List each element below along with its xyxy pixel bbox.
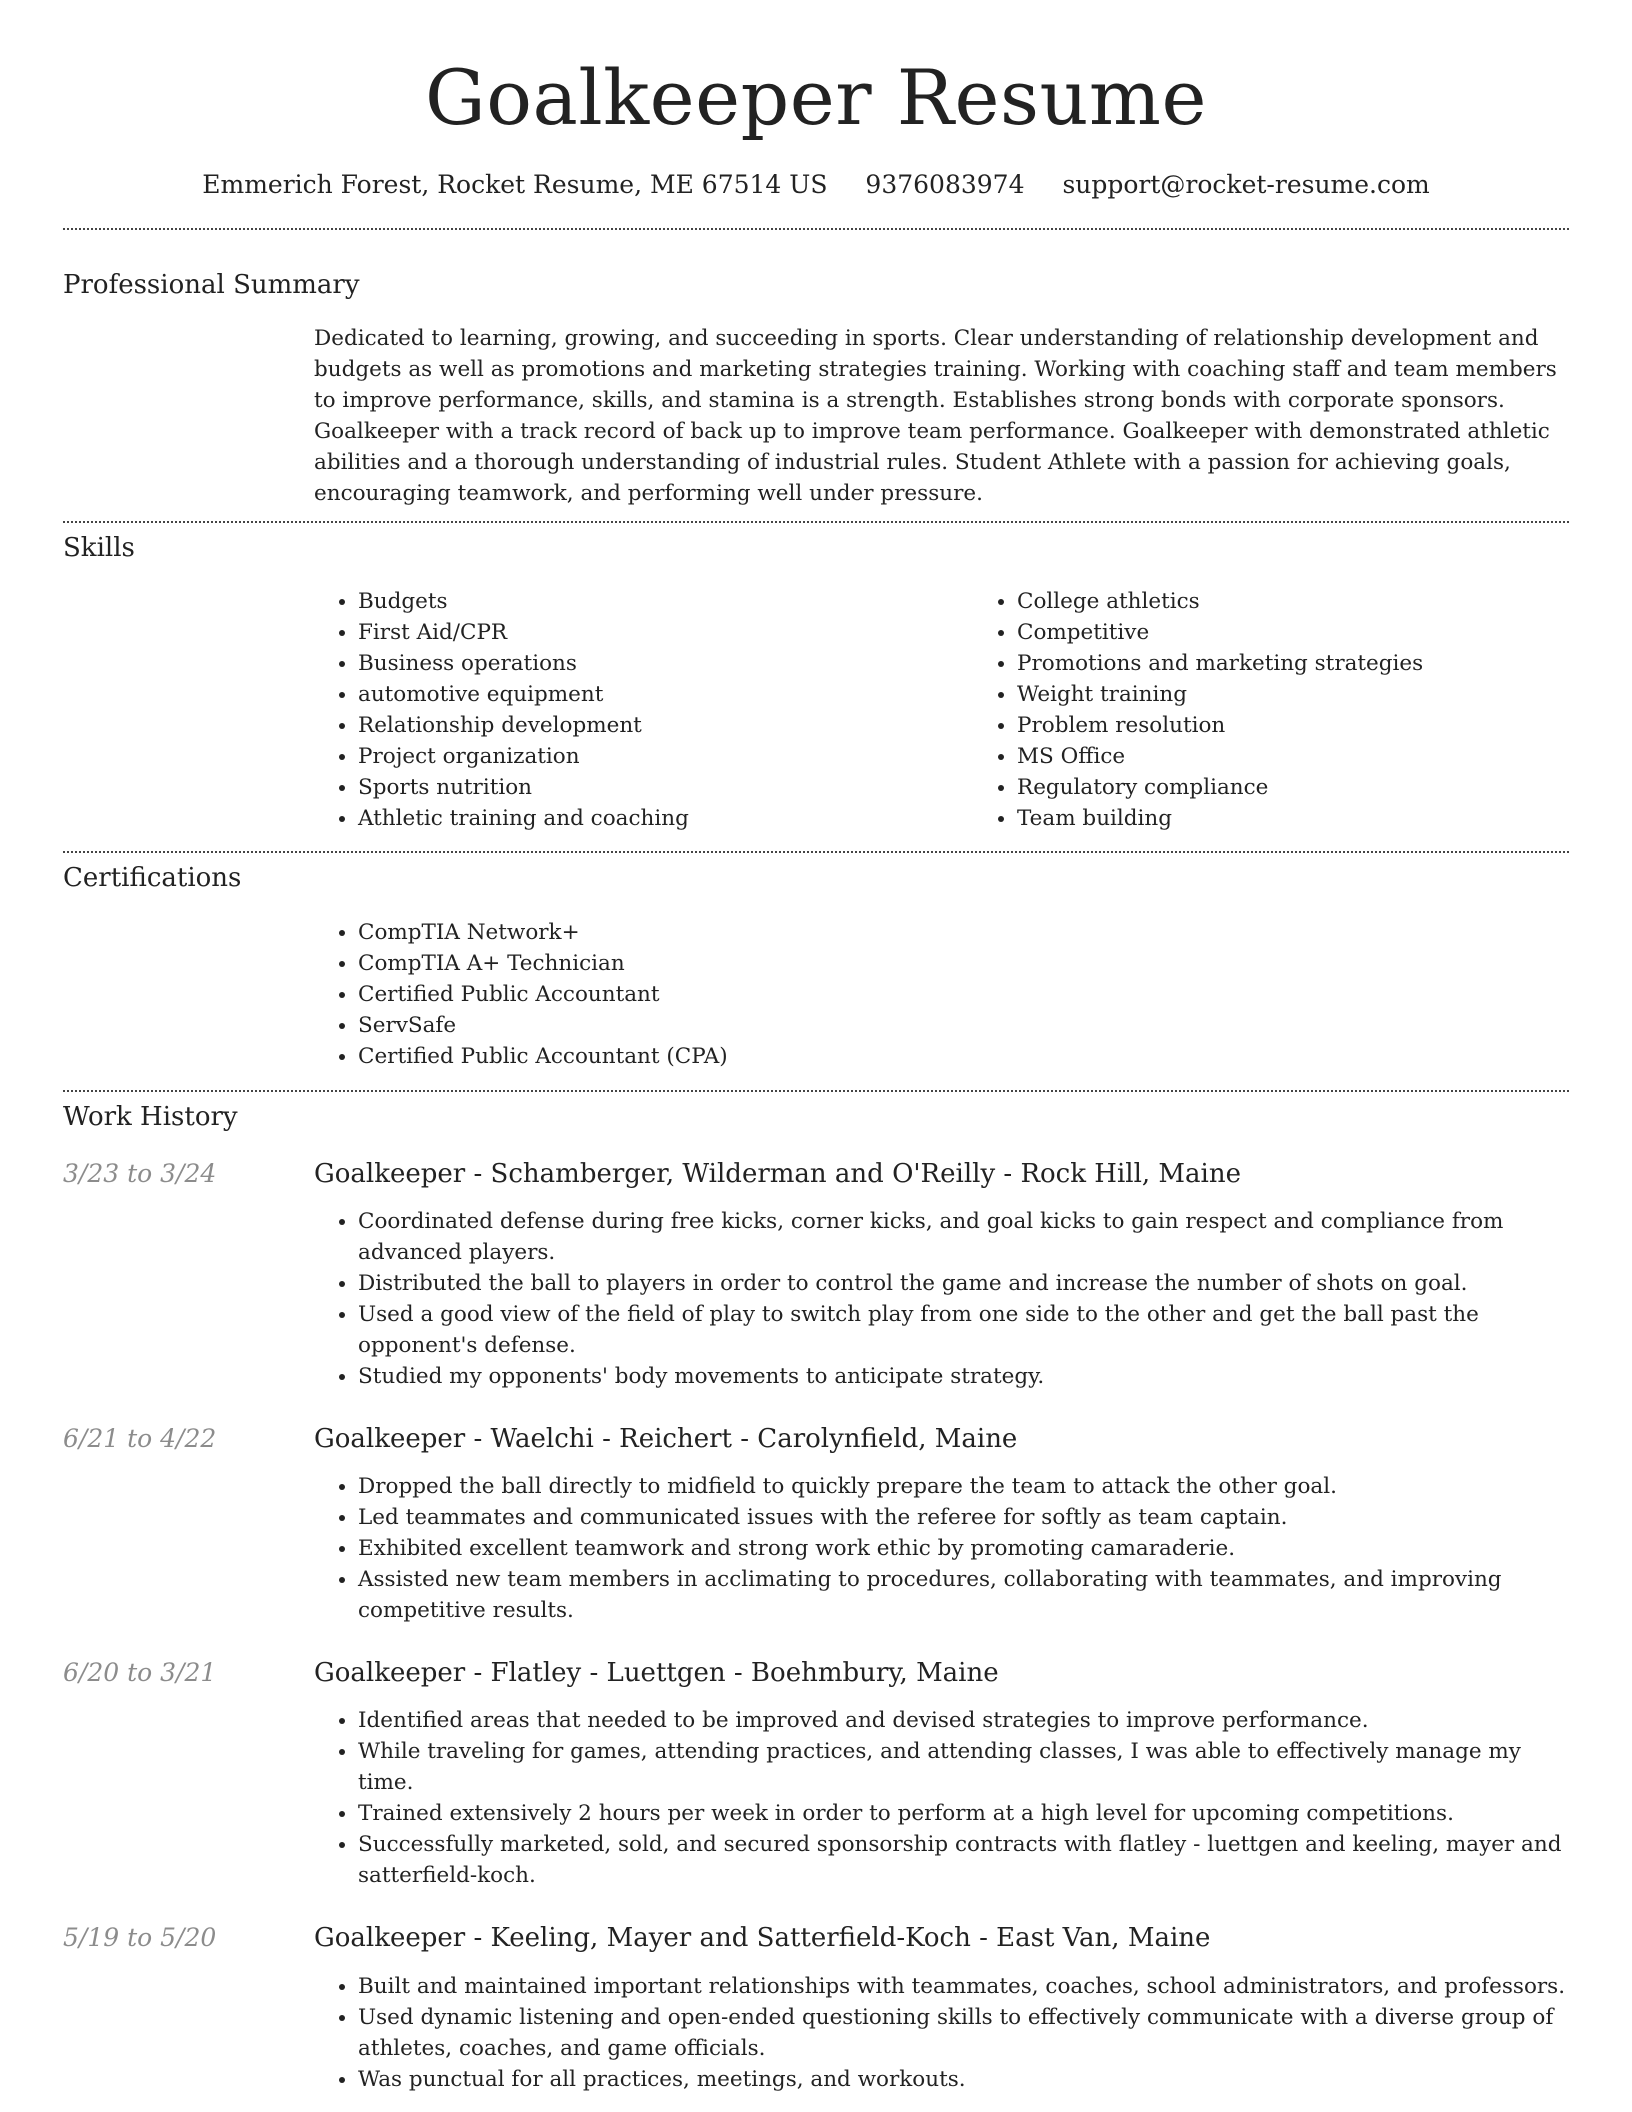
job-bullet: • Identified areas that needed to be improved and devised strategies to improve performance.: [358, 1705, 1569, 1736]
job-dates: 3/23 to 3/24: [63, 1158, 217, 1188]
contact-email[interactable]: support@rocket-resume.com: [1062, 170, 1430, 199]
contact-address: Emmerich Forest, Rocket Resume, ME 67514 US: [202, 170, 828, 199]
job-bullets: [314, 1206, 1569, 1392]
summary-text: Dedicated to learning, growing, and succeeding in sports. Clear understanding of relationship development and budgets as well as promotions and marketing strategies training. Working with coaching staff and team members to improve performance, skills, and stamina is a strength. Establishes strong bonds with corporate sponsors. Goalkeeper with a track record of back up to improve team performance. Goalkeeper with demonstrated athletic abilities and a thorough understanding of industrial rules. Student Athlete with a passion for achieving goals, encouraging teamwork, and performing well under pressure.: [314, 326, 1557, 507]
job-bullet: • Led teammates and communicated issues with the referee for softly as team captain.: [358, 1502, 1569, 1533]
job-bullet: • Distributed the ball to players in order to control the game and increase the number of shots on goal.: [358, 1268, 1569, 1299]
skills-list-right: [973, 586, 1632, 834]
certification-item: • Certified Public Accountant: [358, 979, 1569, 1010]
contact-line: [63, 170, 1569, 200]
job-bullet: • Coordinated defense during free kicks, corner kicks, and goal kicks to gain respect and compliance from advanced players.: [358, 1206, 1569, 1268]
certifications-section: [63, 853, 1569, 1071]
job-bullet: • Used dynamic listening and open-ended questioning skills to effectively communicate with a diverse group of athletes, coaches, and game officials.: [358, 2002, 1569, 2064]
certifications-list: [314, 917, 1569, 1072]
skill-item: • Weight training: [1017, 679, 1632, 710]
summary-section: [63, 230, 1569, 509]
job-bullet: • Successfully marketed, sold, and secured sponsorship contracts with flatley - luettgen and keeling, mayer and satterfield-koch.: [358, 1829, 1569, 1891]
job-dates: 6/20 to 3/21: [63, 1658, 217, 1688]
contact-phone: 9376083974: [865, 170, 1025, 199]
certification-item: • ServSafe: [358, 1010, 1569, 1041]
job-entry: [63, 1159, 1569, 1392]
skill-item: • Regulatory compliance: [1017, 772, 1632, 803]
work-history-section: [63, 1092, 1569, 2095]
skill-item: • College athletics: [1017, 586, 1632, 617]
job-bullet: • Trained extensively 2 hours per week in order to perform at a high level for upcoming competitions.: [358, 1798, 1569, 1829]
section-title-certifications: Certifications: [63, 863, 242, 894]
skill-item: • Budgets: [358, 586, 973, 617]
certification-item: • CompTIA Network+: [358, 917, 1569, 948]
skill-item: • MS Office: [1017, 741, 1632, 772]
skill-item: • First Aid/CPR: [358, 617, 973, 648]
job-bullet: • Built and maintained important relationships with teammates, coaches, school administrators, and professors.: [358, 1971, 1569, 2002]
job-title: Goalkeeper - Schamberger, Wilderman and O'Reilly - Rock Hill, Maine: [314, 1158, 1241, 1189]
job-dates: 6/21 to 4/22: [63, 1423, 217, 1453]
skill-item: • automotive equipment: [358, 679, 973, 710]
job-bullets: [314, 1971, 1569, 2095]
job-entry: [63, 1424, 1569, 1626]
job-bullet: • Studied my opponents' body movements to anticipate strategy.: [358, 1361, 1569, 1392]
job-title: Goalkeeper - Keeling, Mayer and Satterfield-Koch - East Van, Maine: [314, 1923, 1211, 1954]
skills-list-left: [314, 586, 973, 834]
resume-title: Goalkeeper Resume: [425, 53, 1207, 142]
job-bullet: • Assisted new team members in acclimating to procedures, collaborating with teammates, and improving competitive results.: [358, 1564, 1569, 1626]
skill-item: • Athletic training and coaching: [358, 803, 973, 834]
job-entry: [63, 1923, 1569, 2094]
skill-item: • Business operations: [358, 648, 973, 679]
skill-item: • Promotions and marketing strategies: [1017, 648, 1632, 679]
certification-item: • Certified Public Accountant (CPA): [358, 1041, 1569, 1072]
job-bullet: • While traveling for games, attending practices, and attending classes, I was able to effectively manage my time.: [358, 1736, 1569, 1798]
certification-item: • CompTIA A+ Technician: [358, 948, 1569, 979]
job-bullet: • Exhibited excellent teamwork and strong work ethic by promoting camaraderie.: [358, 1533, 1569, 1564]
job-bullet: • Was punctual for all practices, meetings, and workouts.: [358, 2064, 1569, 2095]
job-bullets: [314, 1705, 1569, 1891]
section-title-summary: Professional Summary: [63, 270, 360, 300]
skill-item: • Competitive: [1017, 617, 1632, 648]
job-title: Goalkeeper - Flatley - Luettgen - Boehmbury, Maine: [314, 1658, 999, 1689]
job-entry: [63, 1658, 1569, 1891]
job-dates: 5/19 to 5/20: [63, 1923, 217, 1953]
section-title-skills: Skills: [63, 533, 135, 564]
skill-item: • Relationship development: [358, 710, 973, 741]
job-bullet: • Dropped the ball directly to midfield to quickly prepare the team to attack the other goal.: [358, 1471, 1569, 1502]
skill-item: • Team building: [1017, 803, 1632, 834]
skills-section: [63, 523, 1569, 834]
job-bullets: [314, 1471, 1569, 1626]
skill-item: • Project organization: [358, 741, 973, 772]
job-title: Goalkeeper - Waelchi - Reichert - Carolynfield, Maine: [314, 1423, 1018, 1454]
job-bullet: • Used a good view of the field of play to switch play from one side to the other and get the ball past the opponent's defense.: [358, 1299, 1569, 1361]
skill-item: • Problem resolution: [1017, 710, 1632, 741]
section-title-work-history: Work History: [63, 1101, 238, 1132]
skill-item: • Sports nutrition: [358, 772, 973, 803]
